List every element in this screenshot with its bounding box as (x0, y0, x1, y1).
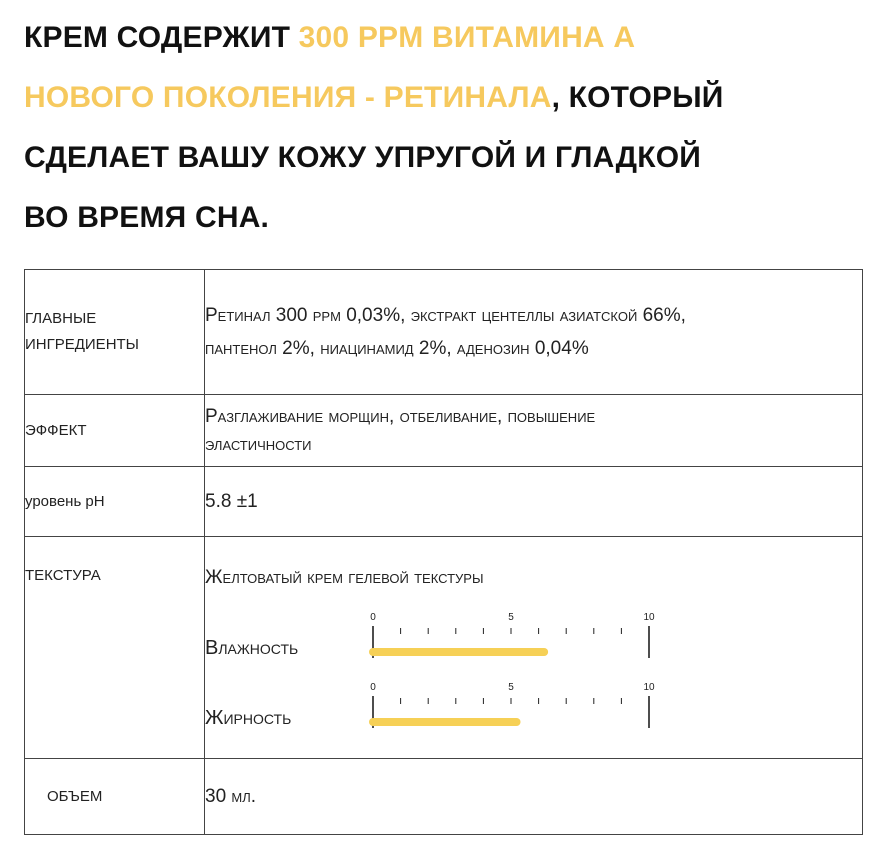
texture-value-cell (205, 537, 863, 759)
texture-description: Желтоватый крем гелевой текстуры (205, 567, 484, 588)
ph-label: уровень pH (25, 467, 205, 537)
scale-max-label: 10 (643, 612, 655, 623)
headline-part1: КРЕМ СОДЕРЖИТ (24, 21, 299, 54)
ingredients-label-line2: ИНГРЕДИЕНТЫ (25, 336, 139, 353)
effect-line1: Разглаживание морщин, отбеливание, повышение (205, 405, 596, 427)
headline-part3: СДЕЛАЕТ ВАШУ КОЖУ УПРУГОЙ И ГЛАДКОЙ (24, 141, 702, 174)
row-ingredients (25, 270, 863, 395)
scale-min-label: 0 (370, 682, 376, 693)
volume-label: ОБЪЕМ (25, 759, 205, 835)
ingredients-label (25, 270, 205, 395)
volume-value: 30 мл. (205, 759, 863, 835)
scale-bar-chart (370, 608, 655, 668)
row-texture (25, 537, 863, 759)
row-effect (25, 395, 863, 467)
ingredients-line2: пантенол 2%, ниацинамид 2%, аденозин 0,04% (205, 338, 589, 359)
texture-label: ТЕКСТУРА (25, 537, 205, 759)
scale-label: Жирность (205, 707, 292, 729)
row-volume (25, 759, 863, 835)
ingredients-line1: Ретинал 300 ppm 0,03%, экстракт центеллы азиатской 66%, (205, 305, 686, 326)
headline-part4: ВО ВРЕМЯ СНА. (24, 201, 270, 234)
effect-line2: эластичности (205, 433, 312, 455)
ph-value: 5.8 ±1 (205, 467, 863, 537)
scale-bar-chart (370, 678, 655, 738)
scale-row (205, 672, 862, 742)
scale-mid-label: 5 (508, 612, 514, 623)
row-ph (25, 467, 863, 537)
ingredients-value (205, 270, 863, 395)
headline-part2: , КОТОРЫЙ (551, 81, 724, 114)
scale-mid-label: 5 (508, 682, 514, 693)
effect-value (205, 395, 863, 467)
headline-accent-2: НОВОГО ПОКОЛЕНИЯ - РЕТИНАЛА (24, 81, 552, 114)
scale-label: Влажность (205, 637, 299, 659)
headline-accent-1: 300 PPM ВИТАМИНА А (298, 21, 636, 54)
ingredients-label-line1: ГЛАВНЫЕ (25, 310, 97, 327)
spec-table (24, 269, 863, 835)
headline (24, 8, 854, 248)
texture-scales (205, 602, 862, 742)
scale-min-label: 0 (370, 612, 376, 623)
scale-row (205, 602, 862, 672)
effect-label: ЭФФЕКТ (25, 395, 205, 467)
scale-max-label: 10 (643, 682, 655, 693)
